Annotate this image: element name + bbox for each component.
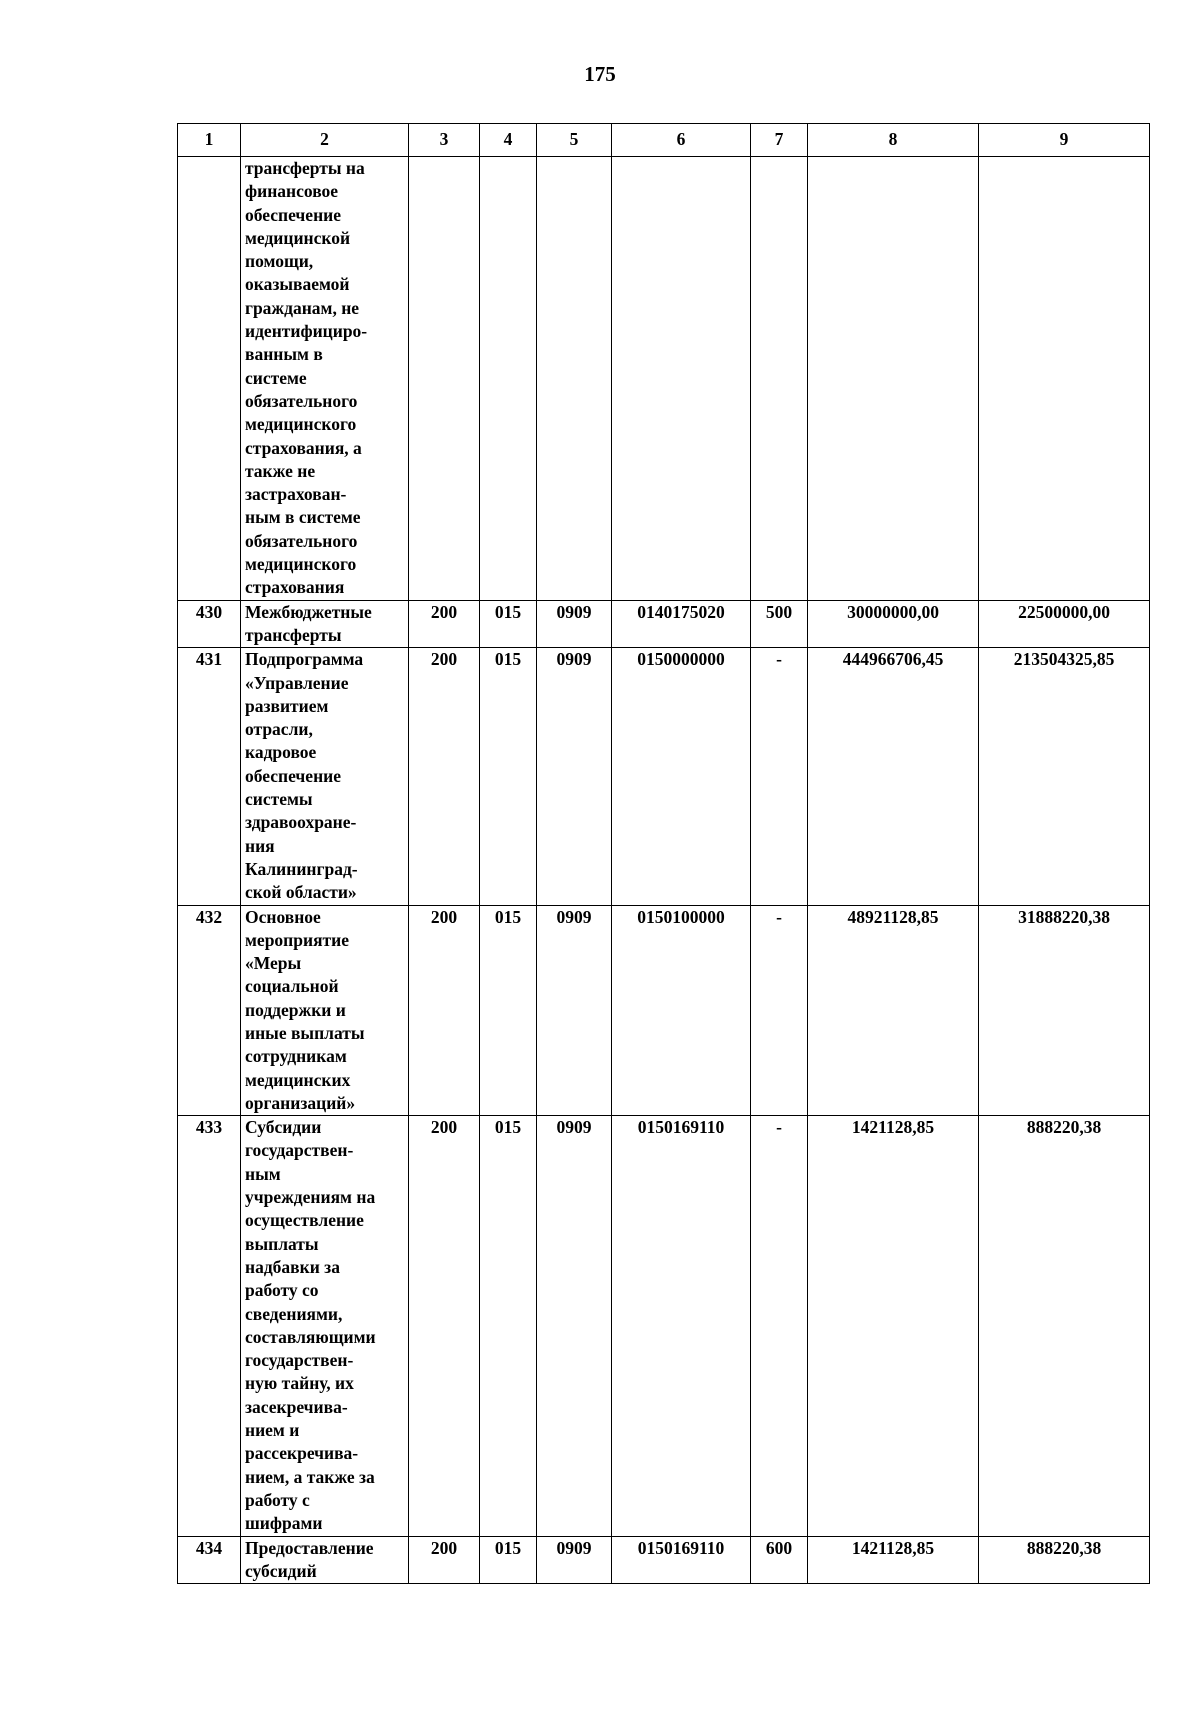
item-name-line: помощи,: [245, 251, 314, 272]
column-header: 1: [178, 124, 241, 157]
amount-cell: 30000000,00: [808, 600, 979, 648]
item-name-line: поддержки и: [245, 999, 346, 1020]
section-code-cell: 0909: [537, 905, 612, 1116]
row-number-cell: 433: [178, 1116, 241, 1536]
item-name-line: социальной: [245, 976, 339, 997]
column-header: 5: [537, 124, 612, 157]
expense-type-cell: -: [751, 1116, 808, 1536]
item-name-line: Калининград-: [245, 858, 358, 879]
target-article-cell: [612, 157, 751, 601]
item-name-line: нием, а также за: [245, 1466, 375, 1487]
item-name-cell: [241, 600, 409, 648]
target-article-cell: 0150169110: [612, 1116, 751, 1536]
item-name-line: медицинской: [245, 227, 351, 248]
item-name-line: Основное: [245, 906, 321, 927]
item-name-line: ванным в: [245, 344, 323, 365]
item-name-line: иные выплаты: [245, 1022, 365, 1043]
item-name-line: засекречива-: [245, 1396, 348, 1417]
item-name-line: работу с: [245, 1489, 310, 1510]
item-name-line: обеспечение: [245, 765, 342, 786]
amount-cell: [979, 157, 1150, 601]
item-name-line: выплаты: [245, 1233, 319, 1254]
amount-cell: [808, 157, 979, 601]
item-name-line: составляющими: [245, 1326, 376, 1347]
item-name-cell: [241, 157, 409, 601]
target-article-cell: 0150000000: [612, 648, 751, 905]
item-name-line: Субсидии: [245, 1117, 322, 1138]
item-name-line: развитием: [245, 695, 329, 716]
item-name-line: обязательного: [245, 530, 358, 551]
section-code-cell: 0909: [537, 1116, 612, 1536]
item-name-line: сотрудникам: [245, 1046, 347, 1067]
target-article-cell: 0140175020: [612, 600, 751, 648]
table-body: [178, 157, 1150, 1584]
item-name-line: трансферты на: [245, 158, 365, 178]
column-header: 8: [808, 124, 979, 157]
item-name-line: медицинского: [245, 554, 357, 575]
item-name-line: Межбюджетные: [245, 601, 372, 622]
column-header: 7: [751, 124, 808, 157]
administrator-code-cell: 200: [409, 648, 480, 905]
item-name-line: застрахован-: [245, 484, 347, 505]
administrator-code-cell: 200: [409, 1116, 480, 1536]
row-number-cell: 434: [178, 1536, 241, 1584]
item-name-line: медицинских: [245, 1069, 351, 1090]
administrator-code-cell: 200: [409, 905, 480, 1116]
item-name-cell: [241, 1536, 409, 1584]
section-code-cell: 0909: [537, 600, 612, 648]
amount-cell: 1421128,85: [808, 1536, 979, 1584]
item-name-line: системе: [245, 367, 307, 388]
row-number-cell: 430: [178, 600, 241, 648]
expense-type-cell: -: [751, 648, 808, 905]
amount-cell: 1421128,85: [808, 1116, 979, 1536]
expense-type-cell: [751, 157, 808, 601]
amount-cell: 888220,38: [979, 1116, 1150, 1536]
item-name-line: ную тайну, их: [245, 1373, 354, 1394]
expense-type-cell: 600: [751, 1536, 808, 1584]
item-name-line: ным в системе: [245, 507, 361, 528]
item-name-line: также не: [245, 460, 316, 481]
amount-cell: 22500000,00: [979, 600, 1150, 648]
item-name-line: «Управление: [245, 672, 349, 693]
item-name-line: медицинского: [245, 414, 357, 435]
column-header: 6: [612, 124, 751, 157]
table-row: [178, 157, 1150, 601]
item-name-cell: [241, 648, 409, 905]
amount-cell: 213504325,85: [979, 648, 1150, 905]
item-name-line: «Меры: [245, 953, 302, 974]
item-name-line: государствен-: [245, 1350, 354, 1371]
item-name-line: отрасли,: [245, 719, 313, 740]
item-name-line: трансферты: [245, 624, 342, 645]
amount-cell: 888220,38: [979, 1536, 1150, 1584]
chapter-code-cell: 015: [480, 1536, 537, 1584]
amount-cell: 31888220,38: [979, 905, 1150, 1116]
item-name-line: Предоставление: [245, 1537, 374, 1558]
expense-type-cell: 500: [751, 600, 808, 648]
page-number: 175: [584, 62, 616, 86]
item-name-line: государствен-: [245, 1140, 354, 1161]
chapter-code-cell: [480, 157, 537, 601]
item-name-line: обязательного: [245, 390, 358, 411]
section-code-cell: 0909: [537, 1536, 612, 1584]
item-name-line: кадровое: [245, 742, 317, 763]
column-header: 3: [409, 124, 480, 157]
item-name-line: Подпрограмма: [245, 649, 364, 670]
chapter-code-cell: 015: [480, 905, 537, 1116]
item-name-line: идентифициро-: [245, 321, 368, 342]
table-row: [178, 1536, 1150, 1584]
section-code-cell: [537, 157, 612, 601]
table-header-row: [178, 124, 1150, 157]
item-name-line: организаций»: [245, 1092, 356, 1113]
item-name-line: здравоохране-: [245, 812, 357, 833]
item-name-line: надбавки за: [245, 1256, 340, 1277]
item-name-line: ской области»: [245, 882, 357, 903]
administrator-code-cell: 200: [409, 1536, 480, 1584]
item-name-line: нием и: [245, 1420, 300, 1441]
item-name-line: страхования, а: [245, 437, 362, 458]
table-row: [178, 905, 1150, 1116]
chapter-code-cell: 015: [480, 1116, 537, 1536]
administrator-code-cell: 200: [409, 600, 480, 648]
item-name-cell: [241, 1116, 409, 1536]
row-number-cell: 431: [178, 648, 241, 905]
item-name-line: сведениями,: [245, 1303, 343, 1324]
target-article-cell: 0150169110: [612, 1536, 751, 1584]
table-row: [178, 648, 1150, 905]
item-name-line: ным: [245, 1163, 281, 1184]
item-name-line: обеспечение: [245, 204, 342, 225]
item-name-line: работу со: [245, 1280, 319, 1301]
administrator-code-cell: [409, 157, 480, 601]
item-name-line: осуществление: [245, 1210, 364, 1231]
column-header: 4: [480, 124, 537, 157]
table-row: [178, 600, 1150, 648]
item-name-line: шифрами: [245, 1513, 323, 1534]
item-name-line: рассекречива-: [245, 1443, 359, 1464]
row-number-cell: 432: [178, 905, 241, 1116]
table-row: [178, 1116, 1150, 1536]
row-number-cell: [178, 157, 241, 601]
budget-table: [177, 123, 1150, 1584]
amount-cell: 48921128,85: [808, 905, 979, 1116]
item-name-line: страхования: [245, 577, 345, 598]
item-name-line: учреждениям на: [245, 1187, 376, 1208]
chapter-code-cell: 015: [480, 600, 537, 648]
column-header: 2: [241, 124, 409, 157]
amount-cell: 444966706,45: [808, 648, 979, 905]
item-name-line: ния: [245, 835, 275, 856]
section-code-cell: 0909: [537, 648, 612, 905]
item-name-line: мероприятие: [245, 929, 349, 950]
expense-type-cell: -: [751, 905, 808, 1116]
target-article-cell: 0150100000: [612, 905, 751, 1116]
item-name-line: субсидий: [245, 1560, 317, 1581]
item-name-line: оказываемой: [245, 274, 350, 295]
item-name-line: финансовое: [245, 181, 339, 202]
item-name-line: системы: [245, 789, 313, 810]
item-name-cell: [241, 905, 409, 1116]
chapter-code-cell: 015: [480, 648, 537, 905]
column-header: 9: [979, 124, 1150, 157]
item-name-line: гражданам, не: [245, 297, 360, 318]
